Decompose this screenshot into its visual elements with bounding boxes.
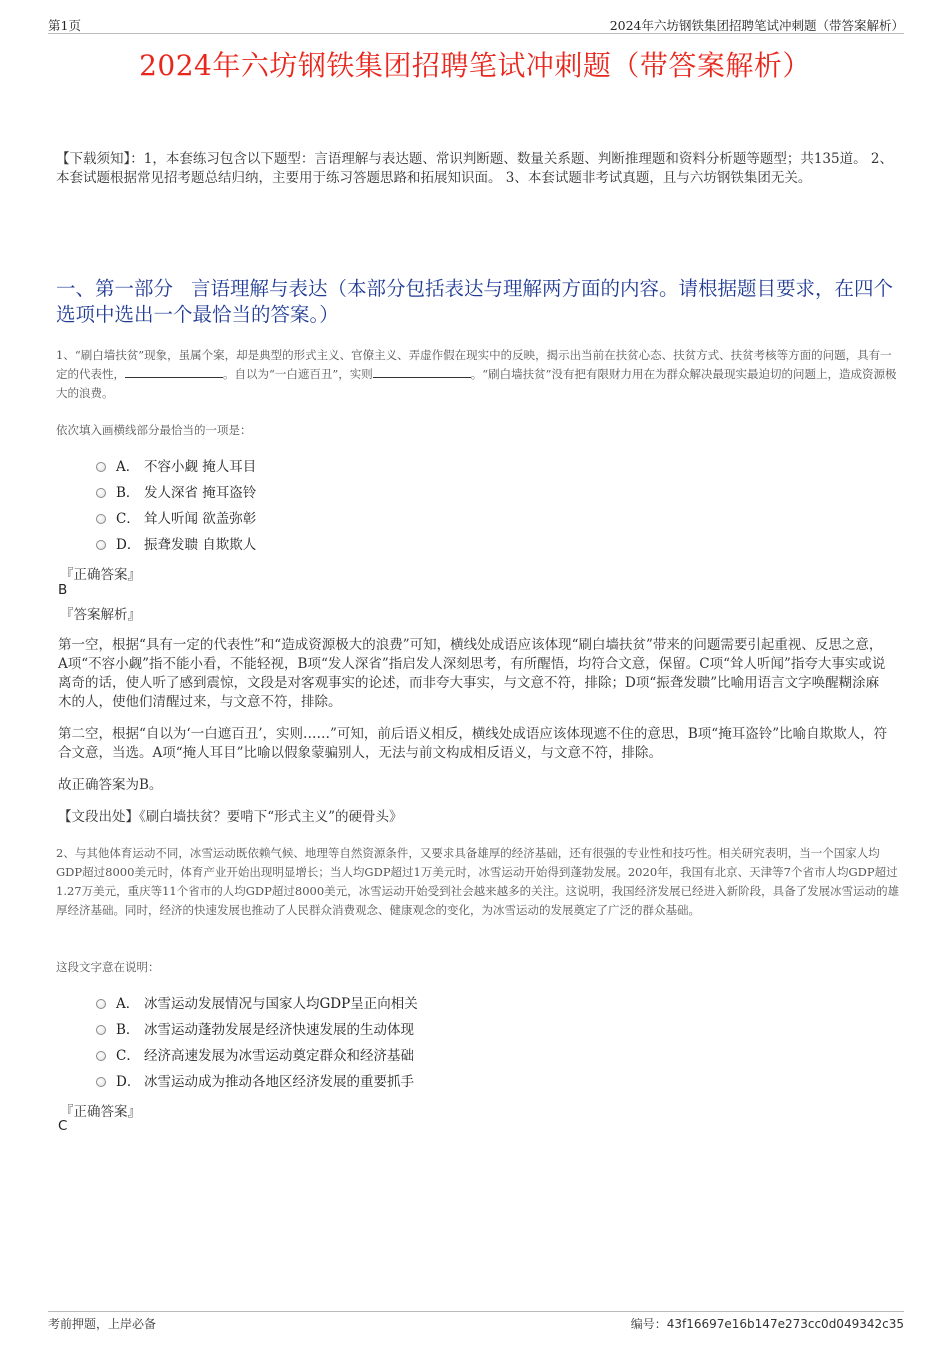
option-text: 耸人听闻 欲盖弥彰	[144, 511, 257, 527]
question-1-options	[96, 452, 256, 556]
question-2-prompt: 这段文字意在说明：	[56, 960, 160, 974]
analysis-paragraph-2: 第二空，根据“自以为‘一白遮百丑’，实则……”可知，前后语义相反，横线处成语应该体现遮不住的意思，B项“掩耳盗铃”比喻自欺欺人，符合文意，当选。A项“掩人耳目”比喻以假象蒙骗别人，无法与前文构成相反语义，与文意不符，排除。	[58, 726, 888, 761]
option-b[interactable]	[96, 478, 256, 504]
correct-answer: B	[58, 582, 68, 598]
analysis-paragraph-1: 第一空，根据“具有一定的代表性”和“造成资源极大的浪费”可知，横线处成语应该体现“刷白墙扶贫”带来的问题需要引起重视、反思之意，A项“不容小觑”指不能小看，不能轻视，B项“发人深省”指启发人深刻思考，有所醒悟，均符合文意，保留。C项“耸人听闻”指夸大事实或说离奇的话，使人听了感到震惊，文段是对客观事实的论述，而非夸大事实，与文意不符，排除；D项“振聋发聩”比喻用语言文字唤醒糊涂麻木的人，使他们清醒过来，与文意不符，排除。	[58, 637, 886, 710]
correct-answer-label: 『正确答案』	[60, 1104, 141, 1120]
page-footer	[48, 1311, 904, 1333]
passage-source: 【文段出处】《刷白墙扶贫？要啃下“形式主义”的硬骨头》	[58, 809, 403, 825]
option-text: 冰雪运动蓬勃发展是经济快速发展的生动体现	[144, 1022, 414, 1038]
fill-blank-2	[373, 366, 471, 378]
page-number: 第1页	[48, 18, 81, 33]
page-header	[48, 14, 904, 34]
option-key: C．	[116, 511, 140, 527]
question-1-text-part-b: 。自以为“一白遮百丑”，实则	[223, 367, 373, 381]
option-text: 经济高速发展为冰雪运动奠定群众和经济基础	[144, 1048, 414, 1064]
option-text: 不容小觑 掩人耳目	[144, 459, 257, 475]
option-key: B．	[116, 485, 140, 501]
option-text: 冰雪运动成为推动各地区经济发展的重要抓手	[144, 1074, 414, 1090]
section-part: 一、第一部分	[56, 277, 174, 300]
radio-button[interactable]	[96, 462, 106, 472]
option-key: D．	[116, 537, 141, 553]
question-1-text-part-c: 。“刷白墙扶贫”没有把有限财力用在为群众解决最现实最迫切的问题上，造成资源极大的浪费。	[56, 367, 897, 400]
analysis-label: 『答案解析』	[60, 607, 141, 623]
option-key: D．	[116, 1074, 141, 1090]
radio-button[interactable]	[96, 540, 106, 550]
question-2-text: 2、与其他体育运动不同，冰雪运动既依赖气候、地理等自然资源条件，又要求具备雄厚的经济基础，还有很强的专业性和技巧性。相关研究表明，当一个国家人均GDP超过8000美元时，体育产业开始出现明显增长；当人均GDP超过1万美元时，冰雪运动开始得到蓬勃发展。2020年，我国有北京、天津等7个省市人均GDP超过1.27万美元，重庆等11个省市的人均GDP超过8000美元，冰雪运动开始受到社会越来越多的关注。这说明，我国经济发展已经进入新阶段，具备了发展冰雪运动的雄厚经济基础。同时，经济的快速发展也推动了人民群众消费观念、健康观念的变化，为冰雪运动的发展奠定了广泛的群众基础。	[56, 846, 900, 917]
option-d[interactable]	[96, 530, 256, 556]
option-c[interactable]	[96, 1041, 418, 1067]
radio-button[interactable]	[96, 514, 106, 524]
radio-button[interactable]	[96, 488, 106, 498]
header-doc-title: 2024年六坊钢铁集团招聘笔试冲刺题（带答案解析）	[609, 18, 904, 33]
question-1-text	[56, 346, 902, 403]
radio-button[interactable]	[96, 1077, 106, 1087]
option-key: A．	[116, 996, 140, 1012]
question-1-text-part-a: 1、“刷白墙扶贫”现象，虽属个案，却是典型的形式主义、官僚主义、弄虚作假在现实中的反映，揭示出当前在扶贫心态、扶贫方式、扶贫考核等方面的问题，具有一定的代表性，	[56, 348, 892, 381]
footer-code-value: 43f16697e16b147e273cc0d049342c35	[666, 1317, 904, 1331]
fill-blank-1	[125, 366, 223, 378]
analysis-conclusion: 故正确答案为B。	[58, 777, 163, 793]
download-notice: 【下载须知】：1，本套练习包含以下题型：言语理解与表达题、常识判断题、数量关系题、判断推理题和资料分析题等题型；共135道。 2、本套试题根据常见招考题总结归纳，主要用于练习答题思路和拓展知识面。 3、本套试题非考试真题，且与六坊钢铁集团无关。	[56, 151, 893, 186]
option-d[interactable]	[96, 1067, 418, 1093]
radio-button[interactable]	[96, 1051, 106, 1061]
option-key: A．	[116, 459, 140, 475]
option-text: 发人深省 掩耳盗铃	[144, 485, 257, 501]
section-heading	[56, 276, 898, 328]
document-title: 2024年六坊钢铁集团招聘笔试冲刺题（带答案解析）	[139, 49, 811, 82]
correct-answer: C	[58, 1118, 68, 1134]
option-text: 冰雪运动发展情况与国家人均GDP呈正向相关	[144, 996, 418, 1012]
footer-code	[631, 1315, 904, 1332]
option-c[interactable]	[96, 504, 256, 530]
option-a[interactable]	[96, 989, 418, 1015]
radio-button[interactable]	[96, 1025, 106, 1035]
option-text: 振聋发聩 自欺欺人	[144, 537, 257, 553]
option-key: B．	[116, 1022, 140, 1038]
option-a[interactable]	[96, 452, 256, 478]
section-description: 言语理解与表达（本部分包括表达与理解两方面的内容。请根据题目要求，在四个选项中选出一个最恰当的答案。）	[56, 277, 894, 326]
correct-answer-label: 『正确答案』	[60, 567, 141, 583]
question-2-options	[96, 989, 418, 1093]
footer-code-label: 编号：	[630, 1317, 667, 1331]
footer-slogan: 考前押题，上岸必备	[48, 1317, 157, 1331]
radio-button[interactable]	[96, 999, 106, 1009]
option-b[interactable]	[96, 1015, 418, 1041]
question-1-prompt: 依次填入画横线部分最恰当的一项是：	[56, 423, 252, 437]
option-key: C．	[116, 1048, 140, 1064]
